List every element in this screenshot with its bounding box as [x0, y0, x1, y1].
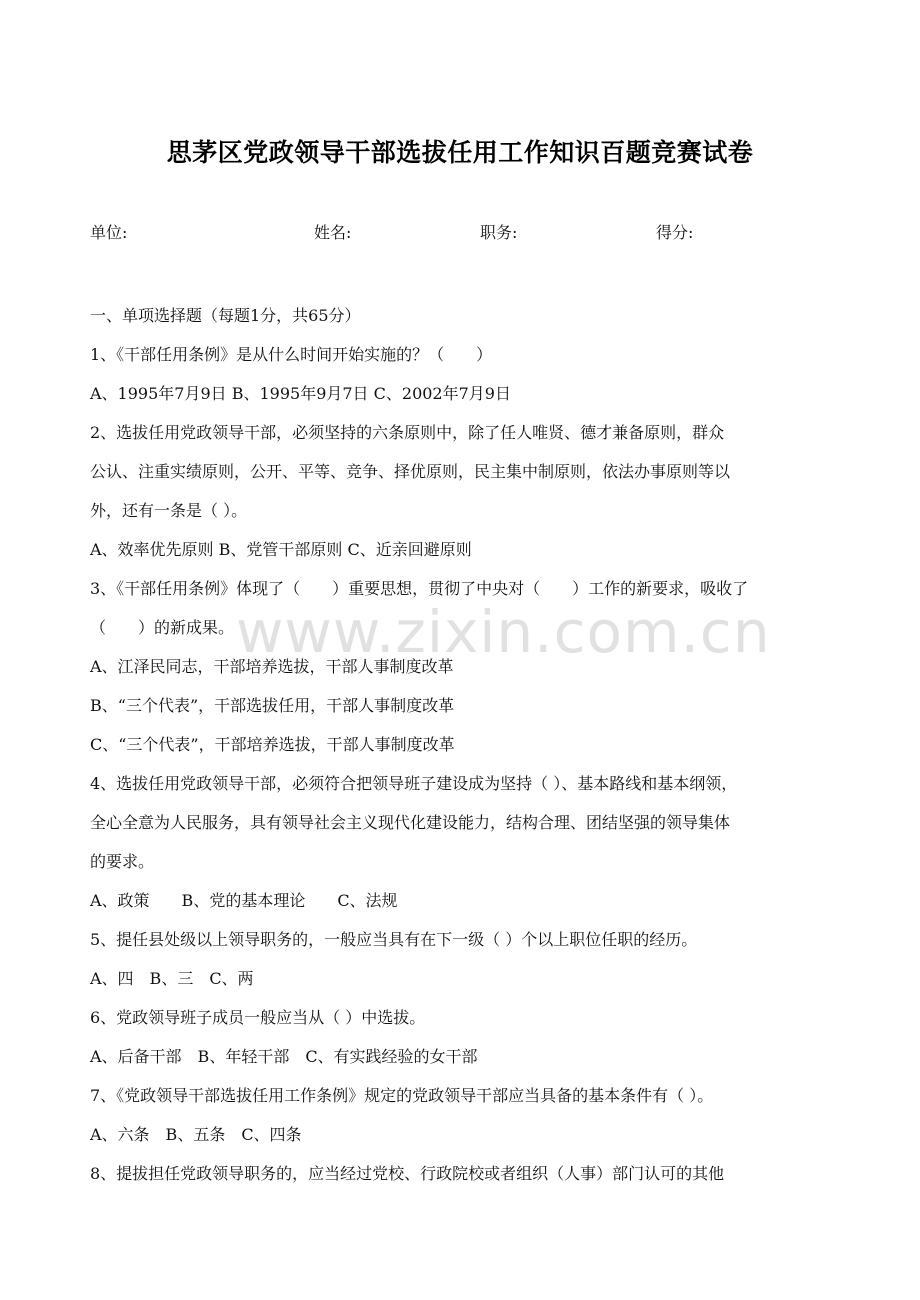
- answer-options: A、1995年7月9日 B、1995年9月7日 C、2002年7月9日: [90, 384, 511, 403]
- info-row: [90, 220, 830, 244]
- question-line: 5、提任县处级以上领导职务的，一般应当具有在下一级（ ）个以上职位任职的经历。: [90, 930, 698, 949]
- answer-options: A、政策 B、党的基本理论 C、法规: [90, 891, 398, 910]
- score-label: 得分:: [656, 223, 694, 242]
- answer-options: A、后备干部 B、年轻干部 C、有实践经验的女干部: [90, 1047, 478, 1066]
- answer-option: A、江泽民同志，干部培养选拔，干部人事制度改革: [90, 657, 454, 676]
- question-line: 的要求。: [90, 852, 155, 871]
- answer-options: A、效率优先原则 B、党管干部原则 C、近亲回避原则: [90, 540, 472, 559]
- answer-options: A、六条 B、五条 C、四条: [90, 1125, 302, 1144]
- question-line: 公认、注重实绩原则，公开、平等、竞争、择优原则，民主集中制原则，依法办事原则等以: [90, 462, 731, 481]
- position-label: 职务:: [480, 223, 518, 242]
- answer-option: C、“三个代表”，干部培养选拔，干部人事制度改革: [90, 735, 455, 754]
- name-label: 姓名:: [314, 223, 352, 242]
- question-line: 全心全意为人民服务，具有领导社会主义现代化建设能力，结构合理、团结坚强的领导集体: [90, 813, 731, 832]
- question-line: 4、选拔任用党政领导干部，必须符合把领导班子建设成为坚持（ ）、基本路线和基本纲领，: [90, 774, 738, 793]
- answer-options: A、四 B、三 C、两: [90, 969, 254, 988]
- question-line: 3、《干部任用条例》体现了（ ）重要思想，贯彻了中央对（ ）工作的新要求，吸收了: [90, 579, 749, 598]
- question-line: （ ）的新成果。: [90, 618, 235, 637]
- question-content: [90, 296, 830, 1193]
- question-line: 2、选拔任用党政领导干部，必须坚持的六条原则中，除了任人唯贤、德才兼备原则，群众: [90, 423, 725, 442]
- question-line: 8、提拔担任党政领导职务的，应当经过党校、行政院校或者组织（人事）部门认可的其他: [90, 1164, 725, 1183]
- question-line: 6、党政领导班子成员一般应当从（ ）中选拔。: [90, 1008, 426, 1027]
- unit-label: 单位:: [90, 223, 128, 242]
- watermark: www.zixin.com.cn: [236, 598, 771, 666]
- question-line: 1、《干部任用条例》是从什么时间开始实施的？（ ）: [90, 345, 493, 364]
- section-heading: 一、单项选择题（每题1分，共65分）: [90, 306, 361, 325]
- question-line: 7、《党政领导干部选拔任用工作条例》规定的党政领导干部应当具备的基本条件有（ ）。: [90, 1086, 714, 1105]
- question-line: 外，还有一条是（ ）。: [90, 501, 248, 520]
- document-title: 思茅区党政领导干部选拔任用工作知识百题竞赛试卷: [166, 138, 754, 167]
- answer-option: B、“三个代表”，干部选拔任用，干部人事制度改革: [90, 696, 455, 715]
